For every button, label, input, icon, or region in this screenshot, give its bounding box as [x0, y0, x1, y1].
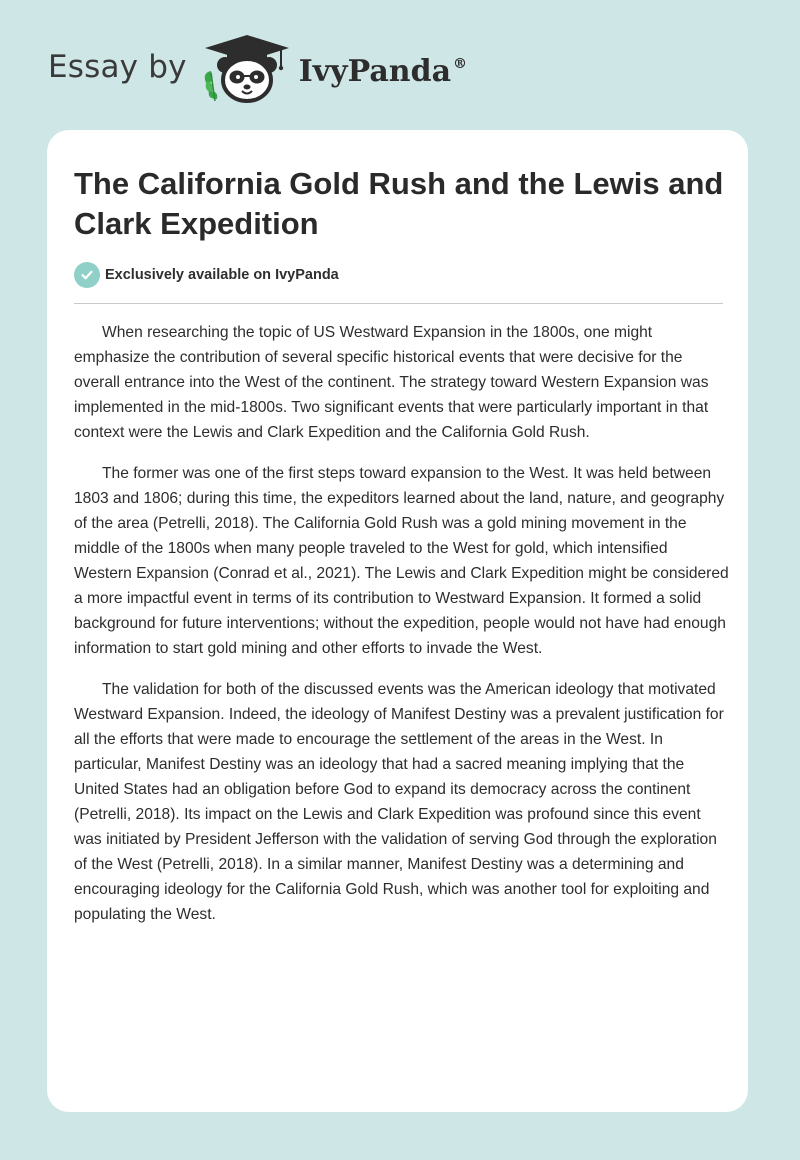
brand-name: IvyPanda ® — [298, 53, 468, 89]
paragraph-1: When researching the topic of US Westward Expansion in the 1800s, one might emphasize the contribution of several specific historical events that were decisive for the overall entrance into the West of the continent. The strategy toward Western Expansion was implemented in the mid-1800s. Two significant events that were particularly important in that context were the Lewis and Clark Expedition and the California Gold Rush. — [74, 324, 709, 441]
exclusive-badge — [74, 262, 339, 288]
registered-mark: ® — [453, 55, 468, 72]
brand-header — [48, 34, 467, 104]
essay-body — [74, 320, 729, 943]
badge-label: Exclusively available on IvyPanda — [105, 267, 339, 283]
essay-card — [47, 130, 748, 1112]
paragraph-3: The validation for both of the discussed events was the American ideology that motivated Westward Expansion. Indeed, the ideology of Manifest Destiny was a prevalent justification for all the efforts that were made to encourage the settlement of the areas in the West. In particular, Manifest Destiny was an ideology that had a sacred meaning implying that the United States had an obligation before God to expand its democracy across the continent (Petrelli, 2018). Its impact on the Lewis and Clark Expedition was profound since this event was initiated by President Jefferson with the validation of serving God through the exploration of the West (Petrelli, 2018). In a similar manner, Manifest Destiny was a determining and encouraging ideology for the California Gold Rush, which was another tool for exploiting and populating the West. — [74, 681, 724, 923]
essay-title: The California Gold Rush and the Lewis and Clark Expedition — [74, 166, 724, 241]
brand-prefix: Essay by — [48, 49, 187, 85]
panda-graduate-logo-icon — [201, 33, 293, 105]
divider — [74, 303, 723, 304]
paragraph-2: The former was one of the first steps toward expansion to the West. It was held between 1803 and 1806; during this time, the expeditors learned about the land, nature, and geography of the area (Petrelli, 2018). The California Gold Rush was a gold mining movement in the middle of the 1800s when many people traveled to the West for gold, which intensified Western Expansion (Conrad et al., 2021). The Lewis and Clark Expedition might be considered a more impactful event in terms of its contribution to Westward Expansion. It formed a solid background for future interventions; without the expedition, people would not have had enough information to start gold mining and other efforts to invade the West. — [74, 465, 729, 657]
check-icon — [74, 262, 100, 288]
